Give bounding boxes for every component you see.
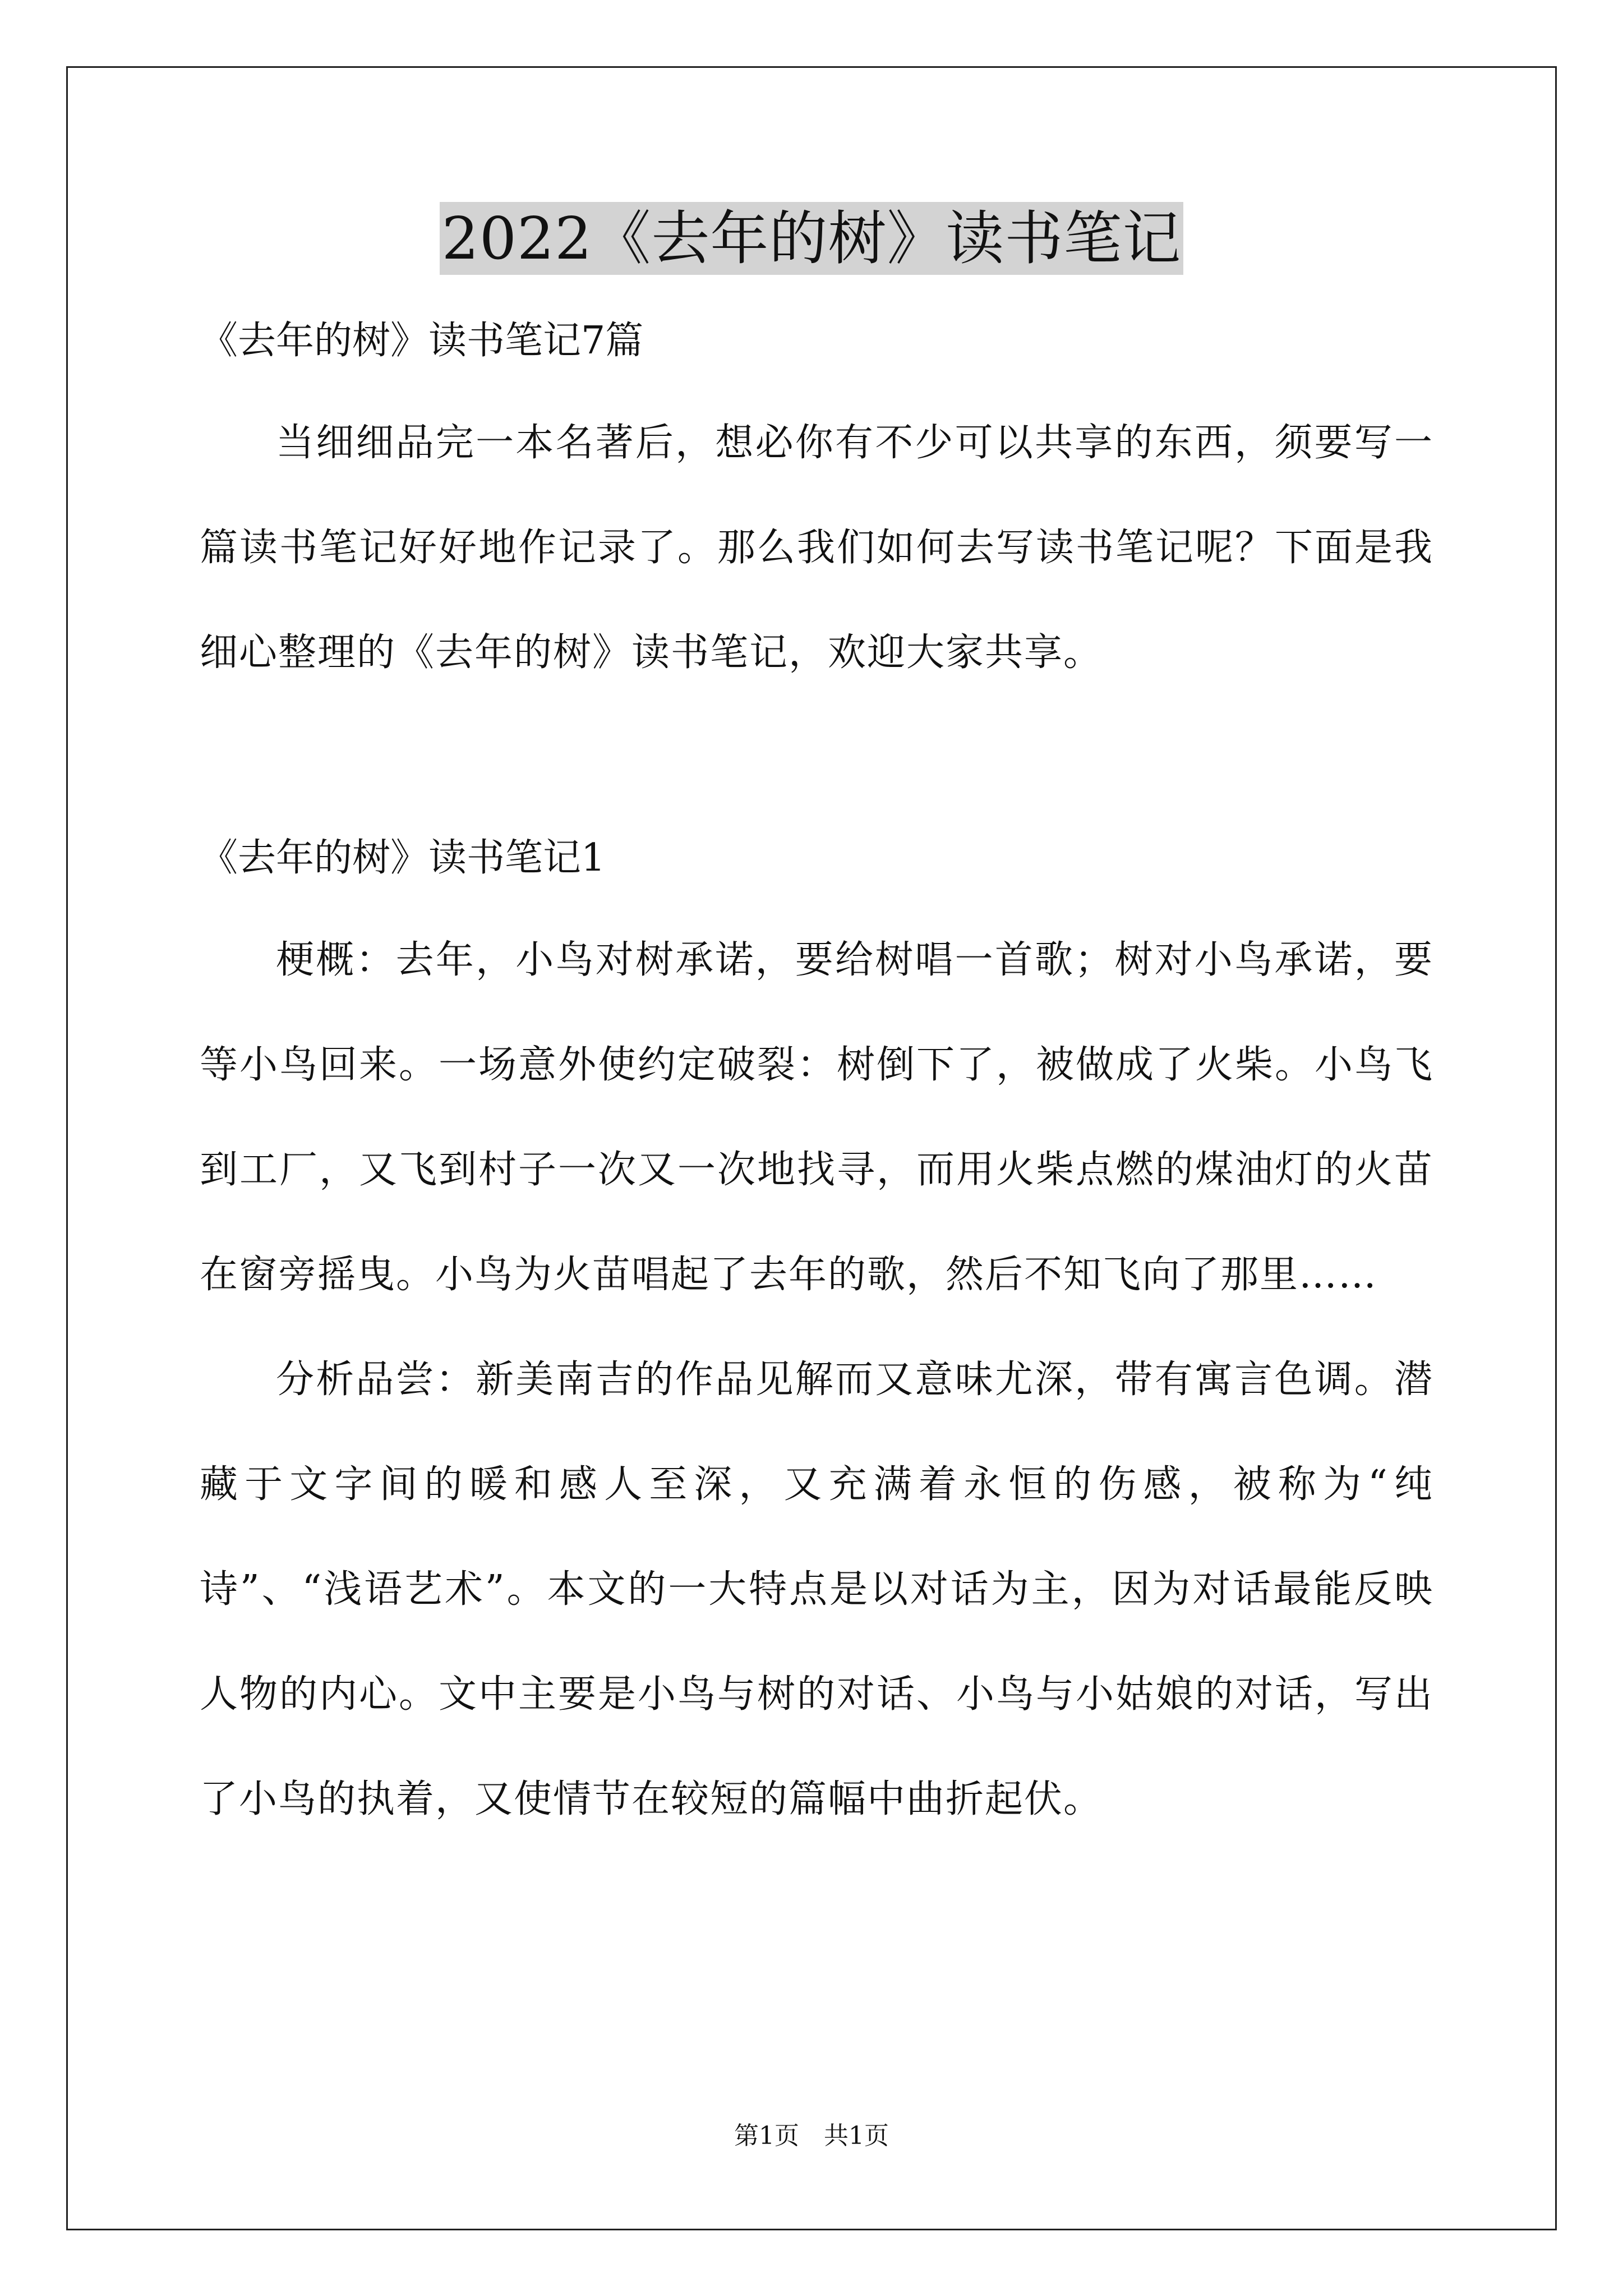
spacer — [200, 705, 1433, 831]
section-1-heading: 《去年的树》读书笔记1 — [200, 836, 606, 880]
section-1-paragraph-summary: 梗概：去年，小鸟对树承诺，要给树唱一首歌；树对小鸟承诺，要等小鸟回来。一场意外使约定破裂：树倒下了，被做成了火柴。小鸟飞到工厂，又飞到村子一次又一次地找寻，而用火柴点燃的煤油灯的火苗在窗旁摇曳。小鸟为火苗唱起了去年的歌，然后不知飞向了那里…… — [200, 938, 1433, 1297]
page-footer: 第1页 共1页 — [734, 2122, 889, 2150]
intro-heading: 《去年的树》读书笔记7篇 — [200, 319, 644, 363]
spacer — [200, 885, 1433, 908]
document-body — [200, 314, 1433, 1852]
document-title: 2022《去年的树》读书笔记 — [440, 202, 1184, 275]
title-container — [0, 202, 1623, 275]
section-1-paragraph-analysis: 分析品尝：新美南吉的作品见解而又意味尤深，带有寓言色调。潜藏于文字间的暖和感人至深，又充满着永恒的伤感，被称为“纯诗”、“浅语艺术”。本文的一大特点是以对话为主，因为对话最能反映人物的内心。文中主要是小鸟与树的对话、小鸟与小姑娘的对话，写出了小鸟的执着，又使情节在较短的篇幅中曲折起伏。 — [200, 1358, 1433, 1821]
intro-paragraph: 当细细品完一本名著后，想必你有不少可以共享的东西，须要写一篇读书笔记好好地作记录了。那么我们如何去写读书笔记呢？下面是我细心整理的《去年的树》读书笔记，欢迎大家共享。 — [200, 421, 1433, 675]
spacer — [200, 368, 1433, 390]
